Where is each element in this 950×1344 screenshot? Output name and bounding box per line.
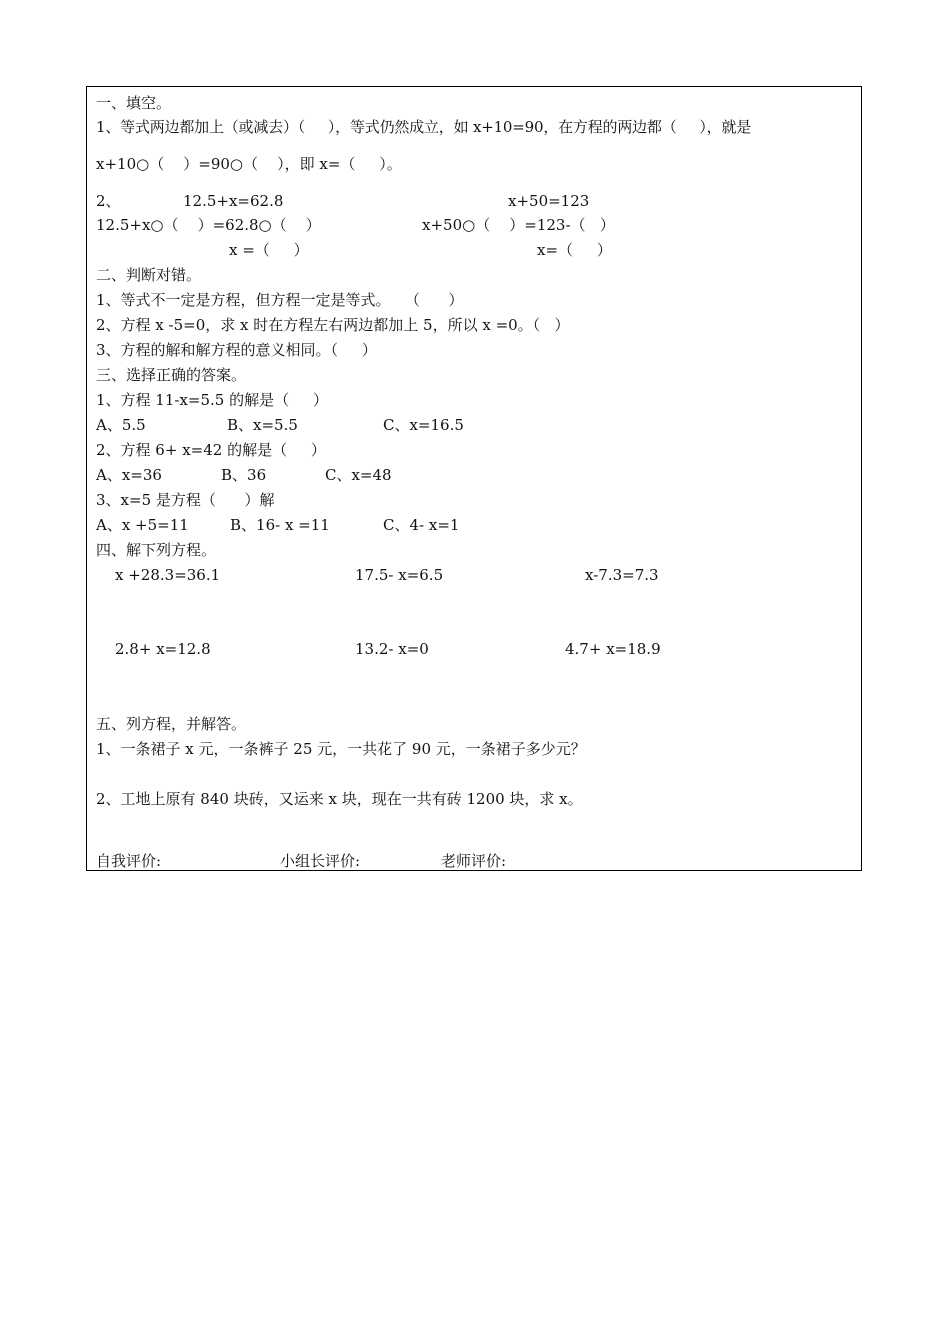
choice-q2-option-b: B、36 (221, 466, 267, 484)
fill-q2-equation-b: x+50=123 (508, 192, 590, 210)
choice-q3-option-a: A、x +5=11 (96, 516, 189, 534)
equation-1: x +28.3=36.1 (115, 566, 221, 584)
fill-q2-answer-a: x =（ ） (229, 241, 309, 259)
judge-q2: 2、方程 x -5=0，求 x 时在方程左右两边都加上 5，所以 x =0。（ ） (96, 316, 570, 334)
fill-q2-step-a: 12.5+x○（ ）=62.8○（ ） (96, 216, 321, 234)
section-4-heading: 四、解下列方程。 (96, 541, 217, 559)
teacher-evaluation-label: 老师评价: (441, 852, 507, 870)
equation-6: 4.7+ x=18.9 (565, 640, 661, 658)
judge-q3: 3、方程的解和解方程的意义相同。（ ） (96, 341, 377, 359)
section-5-heading: 五、列方程，并解答。 (96, 715, 247, 733)
equation-4: 2.8+ x=12.8 (115, 640, 211, 658)
fill-q1-line2: x+10○（ ）=90○（ ），即 x=（ ）。 (96, 155, 402, 173)
section-3-heading: 三、选择正确的答案。 (96, 366, 247, 384)
choice-q1-option-a: A、5.5 (96, 416, 146, 434)
fill-q2-answer-b: x=（ ） (537, 241, 612, 259)
equation-2: 17.5- x=6.5 (355, 566, 444, 584)
choice-q3: 3、x=5 是方程（ ）解 (96, 491, 275, 509)
word-problem-1: 1、一条裙子 x 元，一条裤子 25 元，一共花了 90 元，一条裙子多少元？ (96, 740, 586, 758)
choice-q1-option-b: B、x=5.5 (227, 416, 298, 434)
choice-q2: 2、方程 6+ x=42 的解是（ ） (96, 441, 326, 459)
choice-q3-option-b: B、16- x =11 (230, 516, 330, 534)
fill-q2-label: 2、 (96, 192, 121, 210)
choice-q1-option-c: C、x=16.5 (383, 416, 464, 434)
choice-q1: 1、方程 11-x=5.5 的解是（ ） (96, 391, 328, 409)
fill-q2-step-b: x+50○（ ）=123-（ ） (422, 216, 615, 234)
self-evaluation-label: 自我评价: (96, 852, 162, 870)
choice-q2-option-c: C、x=48 (325, 466, 392, 484)
section-1-heading: 一、填空。 (96, 94, 172, 112)
fill-q1-line1: 1、等式两边都加上（或减去）（ ），等式仍然成立，如 x+10=90，在方程的两边都（ ），就是 (96, 118, 752, 136)
judge-q1: 1、等式不一定是方程，但方程一定是等式。 （ ） (96, 291, 464, 309)
section-2-heading: 二、判断对错。 (96, 266, 202, 284)
equation-3: x-7.3=7.3 (585, 566, 659, 584)
word-problem-2: 2、工地上原有 840 块砖，又运来 x 块，现在一共有砖 1200 块，求 x。 (96, 790, 583, 808)
group-leader-evaluation-label: 小组长评价: (280, 852, 361, 870)
choice-q3-option-c: C、4- x=1 (383, 516, 460, 534)
fill-q2-equation-a: 12.5+x=62.8 (183, 192, 284, 210)
worksheet-frame (86, 86, 862, 871)
choice-q2-option-a: A、x=36 (96, 466, 162, 484)
equation-5: 13.2- x=0 (355, 640, 429, 658)
